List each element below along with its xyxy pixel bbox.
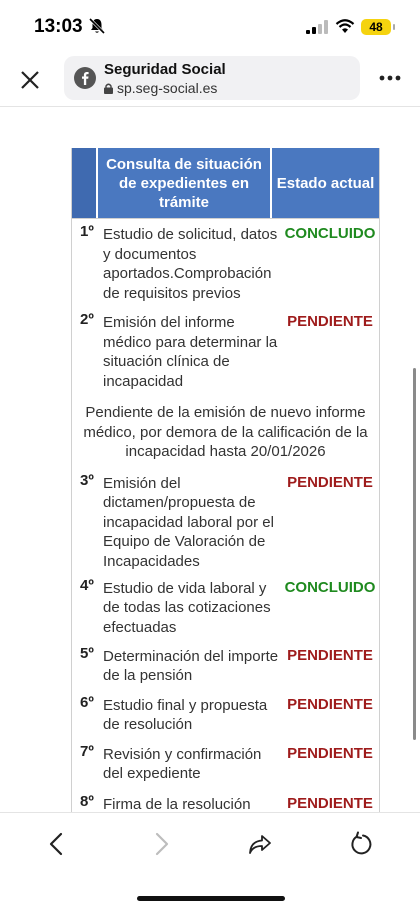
status-bar	[0, 0, 420, 56]
battery-icon: 48	[361, 19, 391, 35]
row-description: Determinación del importe de la pensión	[103, 647, 279, 684]
row-status: CONCLUIDO	[284, 225, 376, 242]
table-row	[72, 739, 379, 789]
table-row	[72, 219, 379, 307]
table-header	[72, 148, 379, 219]
row-status: PENDIENTE	[287, 473, 373, 491]
reload-icon[interactable]	[348, 831, 374, 857]
signal-icon	[306, 20, 328, 34]
row-description: Estudio final y propuesta de resolución	[103, 696, 268, 733]
more-options-icon[interactable]	[376, 68, 404, 88]
back-icon[interactable]	[44, 831, 70, 857]
scrollbar[interactable]	[413, 368, 416, 740]
close-icon[interactable]	[18, 68, 42, 92]
site-url: sp.seg-social.es	[117, 80, 218, 96]
header-consulta: Consulta de situación de expedientes en trámite	[96, 148, 272, 218]
row-description: Emisión del dictamen/propuesta de incapacidad laboral por el Equipo de Valoración de Incapacidades	[103, 474, 274, 570]
row-number: 1º	[80, 223, 94, 240]
table-row	[72, 307, 379, 391]
row-status: PENDIENTE	[287, 313, 373, 330]
status-note: Pendiente de la emisión de nuevo informe médico, por demora de la calificación de la incapacidad hasta 20/01/2026	[83, 404, 368, 460]
row-number: 6º	[80, 693, 94, 711]
table-row	[72, 690, 379, 739]
table-row	[72, 641, 379, 690]
silent-bell-icon	[88, 17, 106, 35]
row-status: CONCLUIDO	[284, 578, 376, 596]
lock-icon	[104, 83, 113, 94]
row-description: Firma de la resolución	[103, 795, 251, 812]
site-title: Seguridad Social	[104, 61, 226, 78]
browser-toolbar	[0, 812, 420, 910]
wifi-icon	[335, 18, 355, 34]
header-number-cell	[72, 148, 96, 218]
table-row	[72, 789, 379, 813]
row-status: PENDIENTE	[287, 794, 373, 812]
row-number: 4º	[80, 576, 94, 594]
row-status: PENDIENTE	[287, 695, 373, 713]
row-number: 8º	[80, 792, 94, 810]
row-number: 5º	[80, 644, 94, 662]
row-description: Emisión del informe médico para determinar la situación clínica de incapacidad	[103, 314, 278, 390]
facebook-icon	[74, 67, 96, 89]
url-bar[interactable]	[64, 56, 360, 100]
table-row	[72, 573, 379, 641]
row-description: Estudio de solicitud, datos y documentos aportados.Comprobación de requisitos previos	[103, 226, 278, 302]
row-status: PENDIENTE	[287, 646, 373, 664]
table-row	[72, 468, 379, 573]
browser-nav-bar	[0, 56, 420, 107]
forward-icon[interactable]	[148, 831, 174, 857]
row-number: 7º	[80, 742, 94, 760]
expedientes-table	[71, 148, 380, 812]
page-content	[0, 106, 420, 812]
row-number: 3º	[80, 471, 94, 489]
row-status: PENDIENTE	[287, 744, 373, 762]
clock-time: 13:03	[34, 16, 83, 37]
header-estado: Estado actual	[272, 148, 379, 218]
row-description: Estudio de vida laboral y de todas las cotizaciones efectuadas	[103, 579, 271, 636]
share-icon[interactable]	[247, 831, 273, 857]
home-indicator[interactable]	[137, 896, 285, 901]
row-description: Revisión y confirmación del expediente	[103, 745, 262, 782]
row-number: 2º	[80, 311, 94, 328]
